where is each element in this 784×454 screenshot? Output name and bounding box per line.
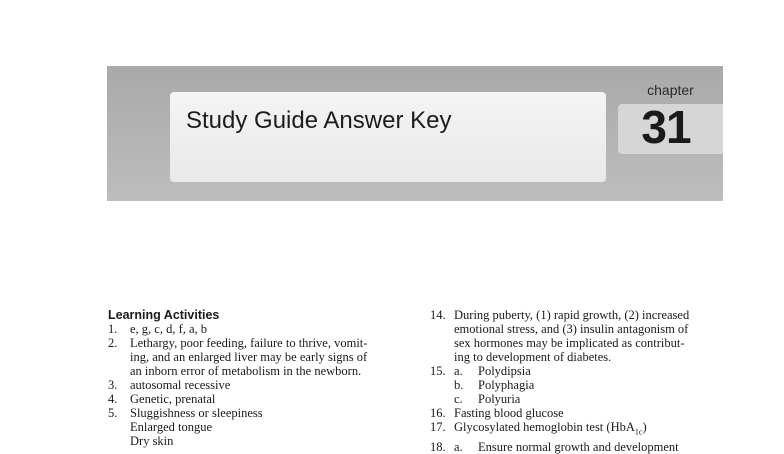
item-number: 2. bbox=[108, 336, 118, 350]
sub-letter: a. bbox=[454, 364, 463, 378]
item-text: emotional stress, and (3) insulin antagonism of bbox=[454, 322, 689, 336]
item-text bbox=[454, 420, 730, 440]
sub-text: Polyuria bbox=[478, 392, 521, 406]
item-text: During puberty, (1) rapid growth, (2) increased bbox=[454, 308, 690, 322]
item-text: Genetic, prenatal bbox=[130, 392, 216, 406]
item-text: sex hormones may be implicated as contribut- bbox=[454, 336, 685, 350]
sub-letter: a. bbox=[454, 439, 463, 454]
item-text: autosomal recessive bbox=[130, 378, 231, 392]
item-number: 1. bbox=[108, 322, 118, 336]
answer-item-5 bbox=[108, 406, 408, 448]
sub-text: Ensure normal growth and development bbox=[478, 439, 679, 454]
item-number: 16. bbox=[430, 406, 446, 420]
item-text: Sluggishness or sleepiness bbox=[130, 406, 263, 420]
chapter-label: chapter bbox=[647, 82, 694, 98]
sub-text: Polyphagia bbox=[478, 378, 535, 392]
item-number: 4. bbox=[108, 392, 118, 406]
item-number: 14. bbox=[430, 308, 446, 322]
page-title: Study Guide Answer Key bbox=[186, 107, 452, 134]
sub-item bbox=[454, 378, 730, 392]
chapter-number: 31 bbox=[641, 101, 691, 153]
item-text-suffix: ) bbox=[642, 420, 647, 434]
sub-item bbox=[454, 440, 730, 454]
answer-item-14 bbox=[430, 308, 730, 364]
item-number: 15. bbox=[430, 364, 446, 378]
item-text: Enlarged tongue bbox=[130, 420, 213, 434]
section-heading: Learning Activities bbox=[108, 308, 220, 322]
sub-item bbox=[454, 392, 730, 406]
sub-text: Polydipsia bbox=[478, 364, 531, 378]
item-number: 5. bbox=[108, 406, 118, 420]
item-number: 3. bbox=[108, 378, 118, 392]
item-text: an inborn error of metabolism in the newborn. bbox=[130, 364, 362, 378]
sub-item bbox=[454, 364, 730, 378]
item-number: 17. bbox=[430, 420, 446, 434]
answer-item-18 bbox=[430, 440, 730, 454]
item-text: ing, and an enlarged liver may be early signs of bbox=[130, 350, 368, 364]
answer-item-4 bbox=[108, 392, 408, 406]
sub-letter: b. bbox=[454, 378, 464, 392]
answer-item-3 bbox=[108, 378, 408, 392]
answer-item-16 bbox=[430, 406, 730, 420]
answer-item-1 bbox=[108, 322, 408, 336]
answer-item-15 bbox=[430, 364, 730, 406]
item-text: Dry skin bbox=[130, 434, 174, 448]
sub-letter: c. bbox=[454, 392, 463, 406]
item-text: ing to development of diabetes. bbox=[454, 350, 612, 364]
title-box bbox=[170, 92, 606, 182]
answer-item-17 bbox=[430, 420, 730, 440]
left-column bbox=[108, 308, 408, 448]
item-text: Fasting blood glucose bbox=[454, 406, 564, 420]
item-number: 18. bbox=[430, 439, 446, 454]
right-column bbox=[430, 308, 730, 454]
item-text: Lethargy, poor feeding, failure to thrive, vomit- bbox=[130, 336, 368, 350]
item-text-main: Glycosylated hemoglobin test (HbA bbox=[454, 420, 635, 434]
item-text: e, g, c, d, f, a, b bbox=[130, 322, 208, 336]
item-subscript: 1c bbox=[634, 427, 643, 437]
answer-item-2 bbox=[108, 336, 408, 378]
